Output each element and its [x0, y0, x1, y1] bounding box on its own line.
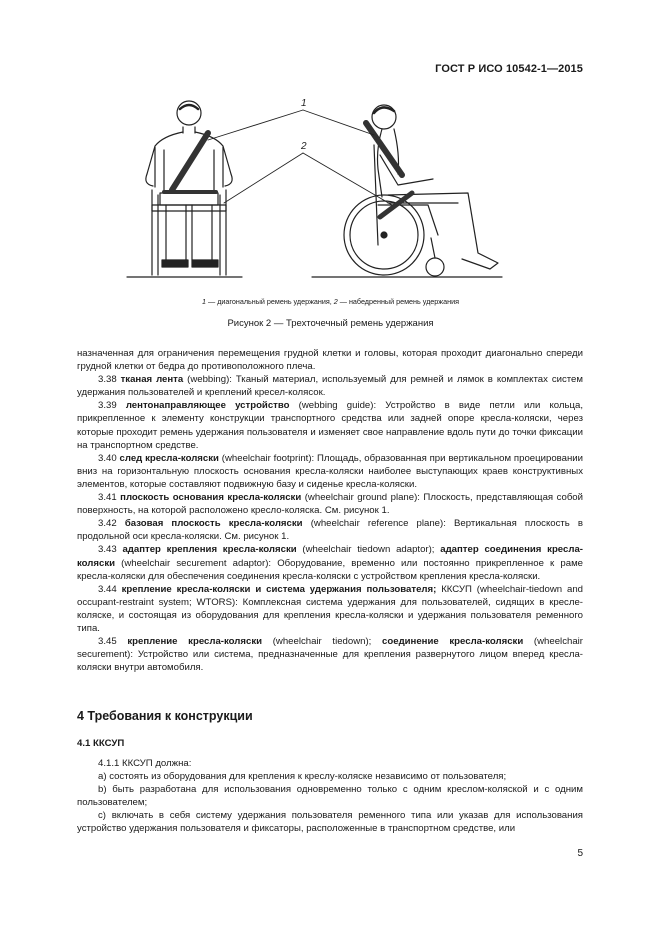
requirements-text: [77, 757, 583, 836]
figure-legend: 1 — диагональный ремень удержания, 2 — набедренный ремень удержания: [202, 297, 459, 306]
requirement-item-b: b) быть разработана для использования одновременно только с одним креслом-коляской и с одним пользователем;: [77, 784, 583, 809]
diagonal-belt-side: [366, 123, 402, 175]
leader-line-1a: [208, 110, 303, 140]
diagonal-belt-front: [172, 133, 208, 190]
requirement-item-a: а) состоять из оборудования для крепления к креслу-коляске независимо от пользователя;: [98, 771, 507, 783]
figure-restraint-illustration: [112, 95, 552, 295]
continuation-paragraph: назначенная для ограничения перемещения грудной клетки и головы, которая проходит диагонально спереди грудной клетки от бедра до противоположного плеча.: [77, 348, 583, 373]
restraint-drawing: [112, 95, 552, 295]
callout-1: 1: [301, 98, 307, 109]
definition-3-44: 3.44 крепление кресла-коляски и система удержания пользователя; ККСУП (wheelchair-tiedown and occupant-restraint system; WTORS): Комплексная система удержания для пользователей, сидящих в кресле-коляске, и состоящая из оборудования для крепления кресла-коляски и удержания пользователя ременного типа.: [77, 583, 583, 634]
subsection-title: 4.1 ККСУП: [77, 738, 125, 749]
requirement-4-1-1: 4.1.1 ККСУП должна:: [98, 758, 192, 769]
definition-3-41: 3.41 плоскость основания кресла-коляски (wheelchair ground plane): Плоскость, представляющая собой поверхность, на которой расположено кресло-коляска. См. рисунок 1.: [77, 492, 584, 517]
front-view-occupant: [146, 101, 232, 275]
definition-3-42: 3.42 базовая плоскость кресла-коляски (wheelchair reference plane): Вертикальная плоскость в продольной оси кресла-коляски. См. рисунок 1.: [77, 518, 584, 543]
definition-3-39: 3.39 лентонаправляющее устройство (webbing guide): Устройство в виде петли или кольца, прикрепленное к элементу конструкции транспортного средства или задней опоре кресла-коляски, через которые проходит ремень удержания пользователя и изменяет свое направление вдоль пути до точки фиксации на транспортном средстве.: [77, 400, 583, 451]
figure-caption: Рисунок 2 — Трехточечный ремень удержания: [227, 318, 434, 329]
definition-3-43: 3.43 адаптер крепления кресла-коляски (wheelchair tiedown adaptor); адаптер соединения кресла-коляски (wheelchair securement adaptor): Оборудование, временно или постоянно прикрепленное к раме кресла-коляски для обеспечения соединения кресла-коляски с устройством крепления кресла-коляски.: [77, 544, 583, 582]
callout-2: 2: [301, 141, 307, 152]
definition-3-38: 3.38 тканая лента (webbing): Тканый материал, используемый для ремней и лямок в комплектах систем удержания пользователей и креплений кресел-колясок.: [77, 374, 583, 399]
leader-line-2a: [224, 153, 303, 203]
document-id: ГОСТ Р ИСО 10542-1—2015: [435, 63, 583, 75]
page-number: 5: [577, 848, 583, 859]
requirement-item-c: с) включать в себя систему удержания пользователя ременного типа или указав для использования устройство удержания пользователя и фиксаторы, расположенные в транспортном средстве, или: [77, 810, 583, 835]
definition-3-45: 3.45 крепление кресла-коляски (wheelchair tiedown); соединение кресла-коляски (wheelchair securement): Устройство или система, предназначенные для крепления развернутого лицом вперед кресла-коляски внутри автомобиля.: [77, 636, 583, 674]
definition-3-40: 3.40 след кресла-коляски (wheelchair footprint): Площадь, образованная при вертикальном проецировании вниз на горизонтальную плоскость основания кресла-коляски наиболее выступающих краев конструктивных элементов, которые составляют подвижную базу и сиденье кресла-коляски.: [77, 452, 583, 490]
leader-line-2b: [303, 153, 392, 205]
definitions-text: [77, 347, 583, 674]
section-title: 4 Требования к конструкции: [77, 709, 253, 723]
